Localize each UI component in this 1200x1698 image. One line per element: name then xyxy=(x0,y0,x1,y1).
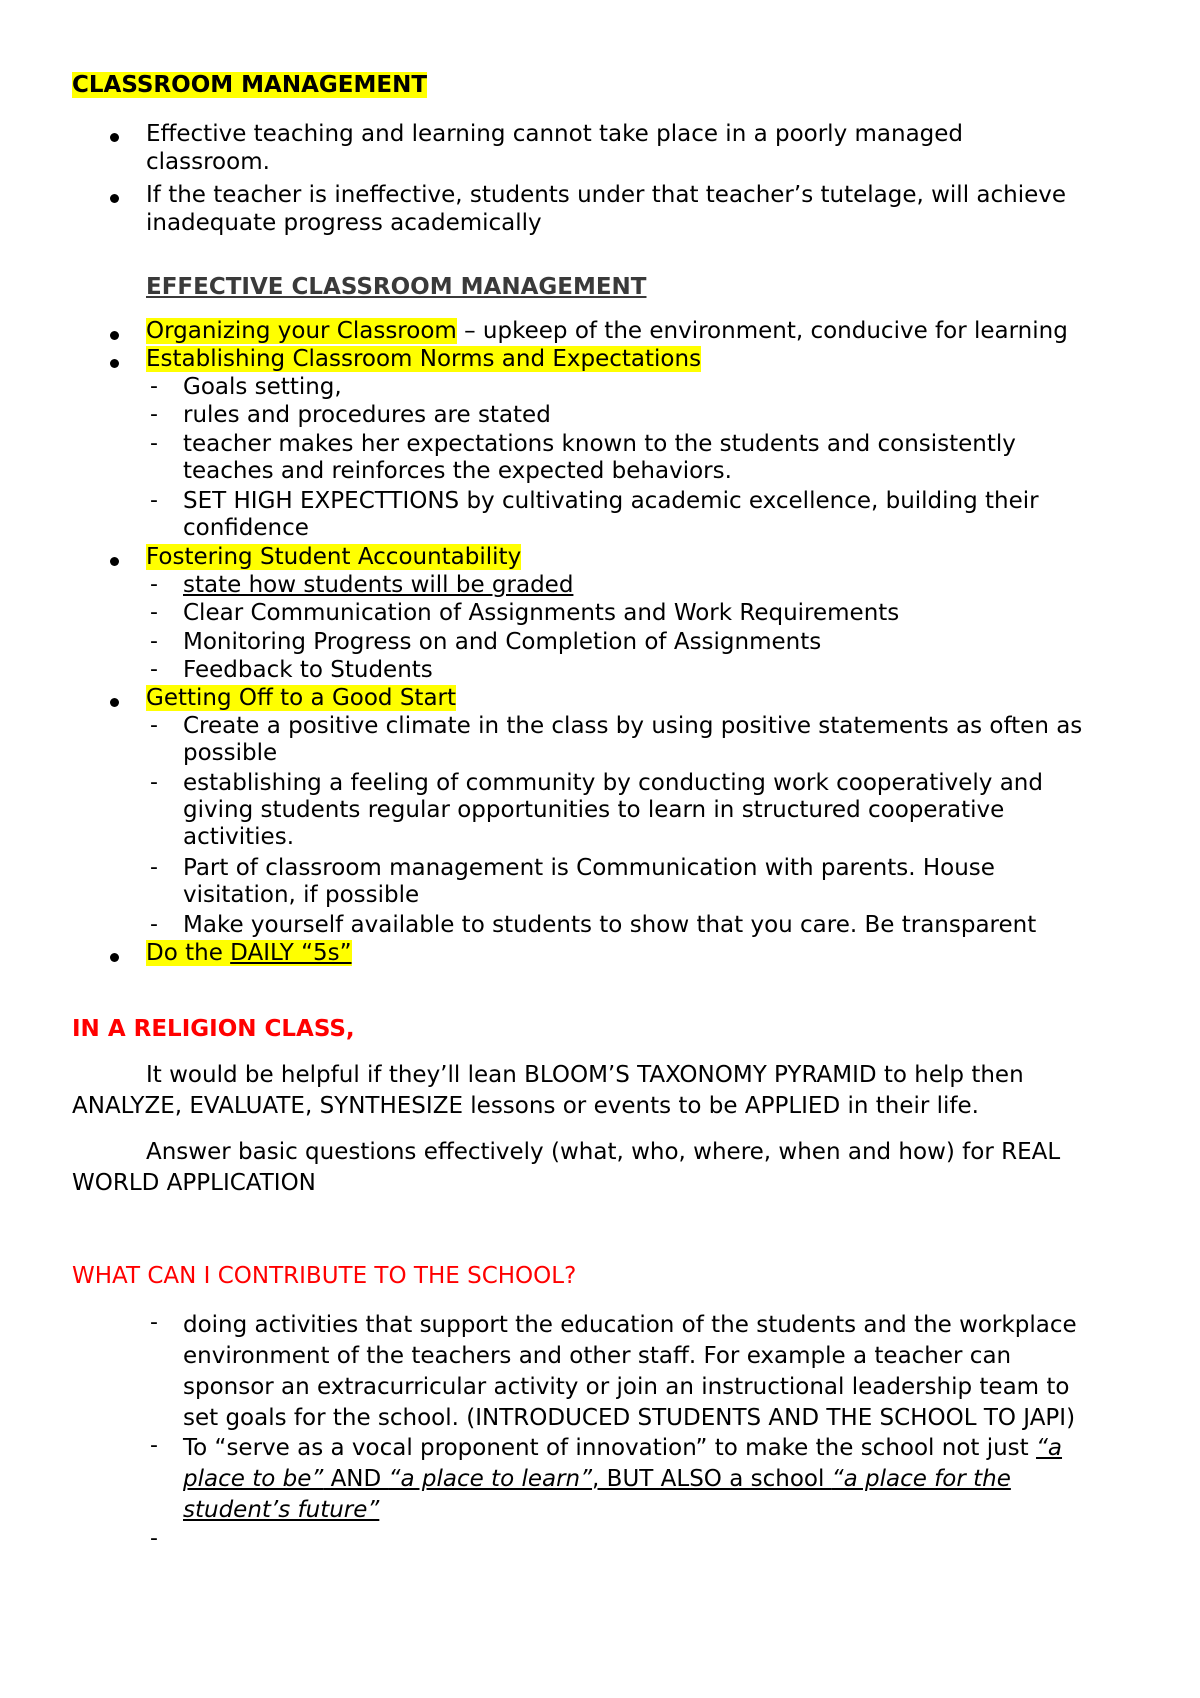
bullet-icon xyxy=(110,133,119,142)
intro-bullet-1-line-2: classroom. xyxy=(146,149,270,175)
bullet-establishing xyxy=(146,346,701,372)
dash-icon: - xyxy=(150,488,158,513)
bullet-daily-5s xyxy=(146,940,352,966)
bullet-organizing-label: Organizing your Classroom xyxy=(146,318,457,344)
intro-bullet-1 xyxy=(146,120,963,176)
section-heading-contribute: WHAT CAN I CONTRIBUTE TO THE SCHOOL? xyxy=(72,1263,577,1289)
norms-item-4 xyxy=(183,488,1039,542)
dash-icon: - xyxy=(150,629,158,654)
accountability-item-4: Feedback to Students xyxy=(183,657,433,683)
contribute-item-2-line-2 xyxy=(183,1464,1062,1495)
good-start-item-3-line-2: visitation, if possible xyxy=(183,882,420,908)
good-start-item-2-line-2: giving students regular opportunities to learn in structured cooperative xyxy=(183,797,1005,823)
dash-icon: - xyxy=(150,1433,158,1458)
good-start-item-2-line-1: establishing a feeling of community by conducting work cooperatively and xyxy=(183,770,1043,796)
dash-icon: - xyxy=(150,600,158,625)
quote-place-to-learn: “a place to learn” xyxy=(388,1466,593,1492)
religion-para-1-line-2: ANALYZE, EVALUATE, SYNTHESIZE lessons or events to be APPLIED in their life. xyxy=(72,1093,979,1119)
quote-place-to-be-start: “a xyxy=(1036,1435,1063,1461)
dash-icon: - xyxy=(150,572,158,597)
bullet-fostering-label: Fostering Student Accountability xyxy=(146,544,522,570)
contribute-item-1-line-3: sponsor an extracurricular activity or join an instructional leadership team to xyxy=(183,1374,1070,1400)
contribute-item-2-and: AND xyxy=(323,1466,389,1492)
intro-bullet-2-line-1: If the teacher is ineffective, students under that teacher’s tutelage, will achieve xyxy=(146,182,1067,208)
dash-icon: - xyxy=(150,374,158,399)
dash-icon: - xyxy=(150,1310,158,1335)
religion-para-1-line-1: It would be helpful if they’ll lean BLOOM’S TAXONOMY PYRAMID to help then xyxy=(146,1062,1024,1088)
bullet-icon xyxy=(110,194,119,203)
contribute-item-2-line-3 xyxy=(183,1495,1062,1526)
quote-place-for-future-start: “a place for the xyxy=(831,1466,1011,1492)
contribute-item-2-text: To “serve as a vocal proponent of innovation” to make the school not just xyxy=(183,1435,1036,1461)
contribute-item-1-line-4: set goals for the school. (INTRODUCED STUDENTS AND THE SCHOOL TO JAPI) xyxy=(183,1405,1076,1431)
good-start-item-3-line-1: Part of classroom management is Communication with parents. House xyxy=(183,855,995,881)
religion-para-2-line-1: Answer basic questions effectively (what, who, where, when and how) for REAL xyxy=(146,1139,1061,1165)
contribute-item-2-but-also: , BUT ALSO a school xyxy=(592,1466,832,1492)
good-start-item-4: Make yourself available to students to show that you care. Be transparent xyxy=(183,912,1037,938)
contribute-item-1-line-1: doing activities that support the education of the students and the workplace xyxy=(183,1312,1077,1338)
norms-item-3-line-2: teaches and reinforces the expected behaviors. xyxy=(183,458,732,484)
contribute-item-1 xyxy=(183,1310,1077,1434)
dash-icon: - xyxy=(150,431,158,456)
contribute-item-1-line-2: environment of the teachers and other staff. For example a teacher can xyxy=(183,1343,1012,1369)
contribute-item-2 xyxy=(183,1433,1062,1526)
accountability-item-2: Clear Communication of Assignments and Work Requirements xyxy=(183,600,900,626)
bullet-icon xyxy=(110,359,119,368)
good-start-item-2-line-3: activities. xyxy=(183,824,295,850)
dash-icon: - xyxy=(150,657,158,682)
section-heading-effective: EFFECTIVE CLASSROOM MANAGEMENT xyxy=(146,274,647,300)
norms-item-3-line-1: teacher makes her expectations known to the students and consistently xyxy=(183,431,1016,457)
norms-item-3 xyxy=(183,431,1016,485)
bullet-icon xyxy=(110,698,119,707)
section-heading-religion: IN A RELIGION CLASS, xyxy=(72,1016,355,1042)
bullet-good-start-label: Getting Off to a Good Start xyxy=(146,685,457,711)
good-start-item-3 xyxy=(183,855,995,909)
accountability-item-1: state how students will be graded xyxy=(183,572,574,598)
good-start-item-1-line-2: possible xyxy=(183,740,278,766)
bullet-icon xyxy=(110,953,119,962)
contribute-item-2-line-1 xyxy=(183,1433,1062,1464)
bullet-icon xyxy=(110,331,119,340)
intro-bullet-2 xyxy=(146,181,1066,237)
dash-icon: - xyxy=(150,402,158,427)
dash-icon: - xyxy=(150,855,158,880)
dash-icon: - xyxy=(150,1526,158,1551)
norms-item-4-line-1: SET HIGH EXPECTTIONS by cultivating academic excellence, building their xyxy=(183,488,1039,514)
dash-icon: - xyxy=(150,770,158,795)
intro-bullet-2-line-2: inadequate progress academically xyxy=(146,210,542,236)
good-start-item-1 xyxy=(183,713,1082,767)
document-title: CLASSROOM MANAGEMENT xyxy=(72,72,428,98)
norms-item-4-line-2: confidence xyxy=(183,515,309,541)
bullet-good-start xyxy=(146,685,456,711)
good-start-item-2 xyxy=(183,770,1043,851)
accountability-item-3: Monitoring Progress on and Completion of Assignments xyxy=(183,629,822,655)
bullet-establishing-label: Establishing Classroom Norms and Expectations xyxy=(146,346,702,372)
norms-item-1: Goals setting, xyxy=(183,374,342,400)
dash-icon: - xyxy=(150,713,158,738)
bullet-fostering xyxy=(146,544,521,570)
good-start-item-1-line-1: Create a positive climate in the class by using positive statements as often as xyxy=(183,713,1083,739)
quote-place-to-be-end: place to be” xyxy=(183,1466,324,1492)
bullet-daily-5s-label: DAILY “5s” xyxy=(230,940,352,966)
bullet-organizing xyxy=(146,318,1068,344)
religion-para-2-line-2: WORLD APPLICATION xyxy=(72,1170,316,1196)
bullet-daily-5s-prefix: Do the xyxy=(146,940,231,966)
dash-icon: - xyxy=(150,912,158,937)
intro-bullet-1-line-1: Effective teaching and learning cannot take place in a poorly managed xyxy=(146,121,964,147)
norms-item-2: rules and procedures are stated xyxy=(183,402,551,428)
bullet-icon xyxy=(110,557,119,566)
bullet-organizing-text: – upkeep of the environment, conducive for learning xyxy=(456,318,1068,344)
quote-place-for-future-end: student’s future” xyxy=(183,1497,380,1523)
